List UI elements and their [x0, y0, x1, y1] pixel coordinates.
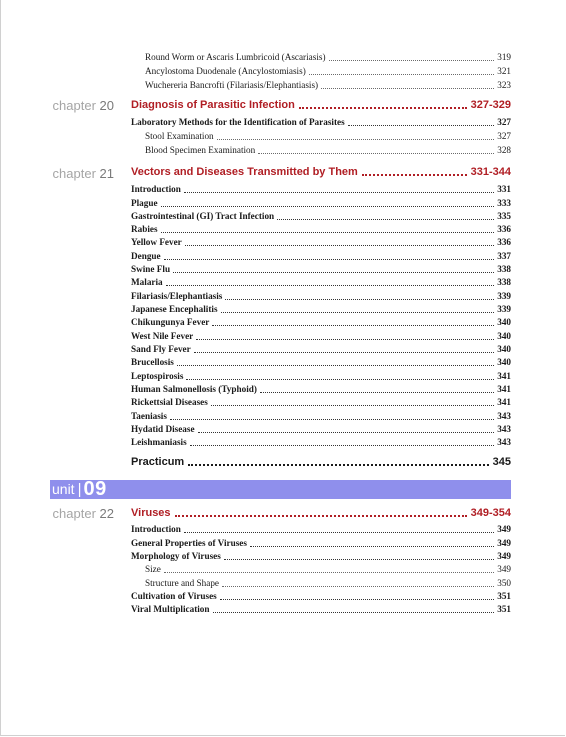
chapter-word: chapter: [52, 98, 96, 113]
chapter-word: chapter: [52, 166, 96, 181]
toc-entry-title: Structure and Shape: [145, 578, 219, 588]
leader-dots: [175, 515, 467, 517]
toc-entry-title: Leishmaniasis: [131, 437, 187, 447]
leader-dots: [196, 339, 494, 340]
leader-dots: [184, 532, 494, 533]
chapter-22-label: [52, 506, 114, 521]
toc-entry[interactable]: [131, 116, 511, 129]
toc-entry-page: 319: [497, 52, 511, 62]
leader-dots: [164, 259, 495, 260]
toc-entry-page: 349: [497, 538, 511, 548]
toc-entry-page: 337: [497, 251, 511, 261]
leader-dots: [194, 352, 495, 353]
leader-dots: [348, 125, 495, 126]
leader-dots: [190, 445, 495, 446]
chapter-20-label: [52, 98, 114, 113]
toc-entry-title: Rickettsial Diseases: [131, 397, 208, 407]
chapter-number: 20: [99, 98, 114, 113]
toc-entry[interactable]: [131, 550, 511, 563]
leader-dots: [224, 559, 494, 560]
chapter-word: chapter: [52, 506, 96, 521]
leader-dots: [362, 174, 467, 176]
toc-entry-page: 343: [497, 411, 511, 421]
toc-entry[interactable]: [131, 290, 511, 303]
leader-dots: [173, 272, 494, 273]
toc-entry-page: 349: [497, 551, 511, 561]
toc-entry-title: Gastrointestinal (GI) Tract Infection: [131, 211, 275, 221]
leader-dots: [260, 392, 494, 393]
toc-entry-title: Introduction: [131, 524, 181, 534]
toc-entry[interactable]: [145, 144, 511, 157]
leader-dots: [164, 572, 494, 573]
leader-dots: [258, 153, 494, 154]
chapter-20-heading[interactable]: [131, 97, 511, 113]
toc-entry[interactable]: [131, 436, 511, 449]
toc-entry[interactable]: [131, 423, 511, 436]
chapter-pages: 349-354: [470, 507, 511, 519]
toc-entry-title: Morphology of Viruses: [131, 551, 221, 561]
leader-dots: [329, 60, 495, 61]
leader-dots: [277, 219, 494, 220]
toc-entry-title: Ancylostoma Duodenale (Ancylostomiasis): [145, 66, 306, 76]
toc-entry-title: Rabies: [131, 224, 158, 234]
toc-entry[interactable]: [131, 330, 511, 343]
leader-dots: [213, 612, 495, 613]
toc-entry-page: 350: [497, 578, 511, 588]
toc-entry-title: Introduction: [131, 184, 181, 194]
toc-entry[interactable]: [131, 396, 511, 409]
leader-dots: [161, 206, 495, 207]
practicum-title: Practicum: [131, 456, 185, 468]
unit-label: [52, 478, 107, 500]
toc-entry[interactable]: [131, 356, 511, 369]
toc-entry-page: 340: [497, 344, 511, 354]
toc-entry[interactable]: [131, 276, 511, 289]
toc-entry-title: Laboratory Methods for the Identification of Parasites: [131, 117, 345, 127]
chapter-pages: 327-329: [470, 99, 511, 111]
toc-entry-page: 341: [497, 371, 511, 381]
leader-dots: [166, 285, 495, 286]
toc-entry-title: General Properties of Viruses: [131, 538, 247, 548]
toc-entry[interactable]: [145, 79, 511, 92]
toc-entry-page: 327: [497, 131, 511, 141]
toc-entry-page: 340: [497, 331, 511, 341]
toc-entry-page: 338: [497, 277, 511, 287]
leader-dots: [299, 107, 467, 109]
toc-entry[interactable]: [131, 197, 511, 210]
chapter-number: 21: [99, 166, 114, 181]
unit-word: unit: [52, 481, 75, 497]
toc-entry[interactable]: [145, 130, 511, 143]
toc-entry-title: Human Salmonellosis (Typhoid): [131, 384, 257, 394]
leader-dots: [221, 312, 495, 313]
toc-entry-page: 328: [497, 145, 511, 155]
practicum-heading[interactable]: [131, 454, 511, 470]
leader-dots: [184, 192, 494, 193]
toc-entry-page: 327: [497, 117, 511, 127]
chapter-21-heading[interactable]: [131, 164, 511, 180]
toc-entry[interactable]: [131, 236, 511, 249]
toc-entry[interactable]: [145, 563, 511, 576]
leader-dots: [250, 546, 494, 547]
chapter-title: Diagnosis of Parasitic Infection: [131, 99, 295, 111]
toc-entry-page: 343: [497, 424, 511, 434]
leader-dots: [225, 299, 494, 300]
leader-dots: [186, 379, 494, 380]
leader-dots: [170, 419, 494, 420]
toc-entry-page: 340: [497, 317, 511, 327]
leader-dots: [161, 232, 495, 233]
toc-entry-page: 335: [497, 211, 511, 221]
toc-entry-title: Chikungunya Fever: [131, 317, 210, 327]
toc-entry[interactable]: [131, 263, 511, 276]
toc-entry[interactable]: [131, 343, 511, 356]
leader-dots: [212, 325, 494, 326]
toc-entry-title: Round Worm or Ascaris Lumbricoid (Ascariasis): [145, 52, 326, 62]
practicum-page: 345: [492, 456, 511, 468]
toc-entry-title: Japanese Encephalitis: [131, 304, 218, 314]
toc-entry[interactable]: [131, 223, 511, 236]
toc-entry[interactable]: [131, 410, 511, 423]
toc-entry-page: 323: [497, 80, 511, 90]
toc-entry[interactable]: [131, 183, 511, 196]
leader-dots: [177, 365, 494, 366]
toc-entry-title: Viral Multiplication: [131, 604, 210, 614]
toc-entry-title: Filariasis/Elephantiasis: [131, 291, 223, 301]
leader-dots: [220, 599, 494, 600]
toc-entry[interactable]: [131, 370, 511, 383]
toc-entry-title: Hydatid Disease: [131, 424, 195, 434]
toc-entry[interactable]: [131, 303, 511, 316]
chapter-title: Vectors and Diseases Transmitted by Them: [131, 166, 358, 178]
toc-entry[interactable]: [131, 590, 511, 603]
chapter-22-heading[interactable]: [131, 505, 511, 521]
toc-entry-page: 333: [497, 198, 511, 208]
toc-entry-page: 351: [497, 604, 511, 614]
toc-entry-title: Stool Examination: [145, 131, 214, 141]
toc-entry[interactable]: [145, 65, 511, 78]
toc-entry-title: Malaria: [131, 277, 163, 287]
toc-entry-page: 321: [497, 66, 511, 76]
toc-entry-title: Brucellosis: [131, 357, 174, 367]
toc-entry-page: 339: [497, 304, 511, 314]
toc-entry-page: 331: [497, 184, 511, 194]
chapter-number: 22: [99, 506, 114, 521]
toc-entry-page: 343: [497, 437, 511, 447]
toc-entry-page: 341: [497, 397, 511, 407]
leader-dots: [185, 245, 494, 246]
toc-entry-page: 338: [497, 264, 511, 274]
leader-dots: [321, 88, 494, 89]
toc-entry-title: Wuchereria Bancrofti (Filariasis/Elephantiasis): [145, 80, 319, 90]
toc-entry-page: 336: [497, 237, 511, 247]
toc-entry-page: 339: [497, 291, 511, 301]
toc-entry-title: Cultivation of Viruses: [131, 591, 217, 601]
toc-entry-title: Yellow Fever: [131, 237, 182, 247]
toc-entry-title: West Nile Fever: [131, 331, 194, 341]
chapter-21-label: [52, 166, 114, 181]
chapter-title: Viruses: [131, 507, 171, 519]
toc-entry-title: Swine Flu: [131, 264, 171, 274]
toc-entry-page: 340: [497, 357, 511, 367]
toc-entry[interactable]: [131, 383, 511, 396]
unit-banner: [50, 477, 511, 500]
toc-entry-title: Taeniasis: [131, 411, 167, 421]
toc-entry[interactable]: [145, 577, 511, 590]
toc-entry-title: Leptospirosis: [131, 371, 184, 381]
toc-entry[interactable]: [131, 603, 511, 616]
unit-number: 09: [83, 477, 107, 500]
toc-entry[interactable]: [131, 537, 511, 550]
toc-entry-title: Plague: [131, 198, 158, 208]
leader-dots: [188, 464, 488, 466]
leader-dots: [217, 139, 495, 140]
toc-entry-title: Size: [145, 564, 161, 574]
toc-entry-page: 349: [497, 524, 511, 534]
toc-entry[interactable]: [131, 523, 511, 536]
chapter-pages: 331-344: [470, 166, 511, 178]
toc-entry-page: 349: [497, 564, 511, 574]
toc-entry-title: Dengue: [131, 251, 161, 261]
toc-entry[interactable]: [131, 250, 511, 263]
unit-separator: |: [77, 480, 82, 498]
toc-entry[interactable]: [131, 316, 511, 329]
toc-entry-page: 341: [497, 384, 511, 394]
toc-entry-page: 336: [497, 224, 511, 234]
leader-dots: [211, 405, 494, 406]
leader-dots: [198, 432, 495, 433]
toc-entry[interactable]: [145, 51, 511, 64]
leader-dots: [222, 586, 494, 587]
toc-entry[interactable]: [131, 210, 511, 223]
toc-entry-title: Sand Fly Fever: [131, 344, 191, 354]
leader-dots: [309, 74, 494, 75]
toc-entry-page: 351: [497, 591, 511, 601]
toc-entry-title: Blood Specimen Examination: [145, 145, 256, 155]
